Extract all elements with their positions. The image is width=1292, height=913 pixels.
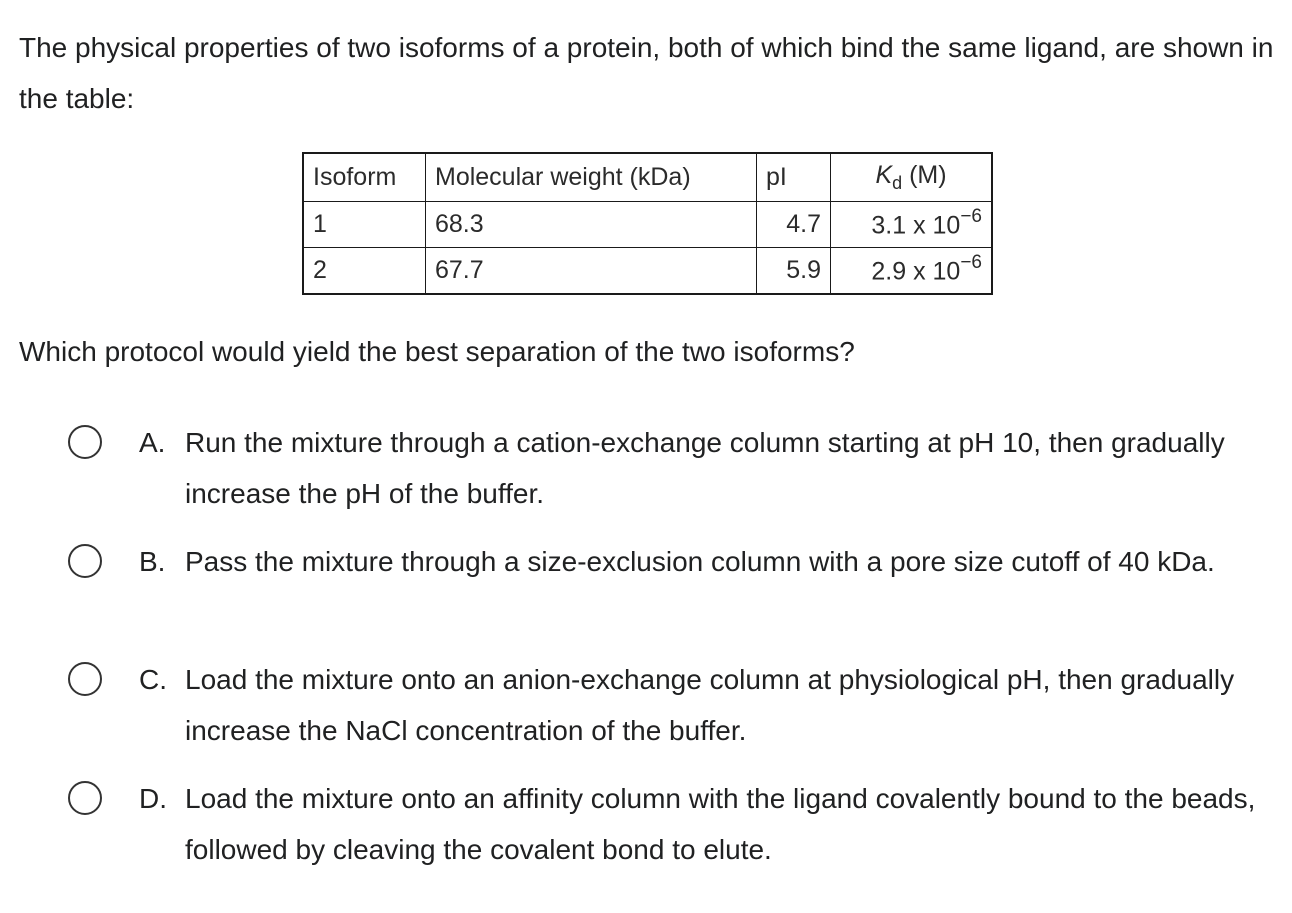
- option-a-letter: A.: [139, 427, 166, 458]
- radio-option-b[interactable]: [68, 544, 102, 578]
- kd-subscript: d: [892, 173, 903, 193]
- cell-pi: 5.9: [757, 248, 831, 295]
- option-b[interactable]: [68, 536, 1278, 655]
- cell-isoform: 1: [303, 202, 426, 248]
- kd-symbol: K: [875, 161, 893, 189]
- header-kd: [831, 153, 993, 202]
- question-intro: The physical properties of two isoforms of a protein, both of which bind the same ligand, are shown in the table:: [19, 32, 1274, 114]
- radio-option-a[interactable]: [68, 425, 102, 459]
- question-prompt: Which protocol would yield the best separation of the two isoforms?: [19, 336, 855, 367]
- kd-unit: (M): [902, 161, 947, 189]
- option-a-text[interactable]: Run the mixture through a cation-exchange column starting at pH 10, then gradually increase the pH of the buffer.: [185, 427, 1225, 509]
- option-a[interactable]: [68, 417, 1278, 536]
- header-pi: pI: [757, 153, 831, 202]
- header-molecular-weight: Molecular weight (kDa): [426, 153, 757, 202]
- radio-option-d[interactable]: [68, 781, 102, 815]
- table-row: [303, 248, 992, 295]
- cell-molecular-weight: 67.7: [426, 248, 757, 295]
- option-b-letter: B.: [139, 545, 166, 577]
- kd-base: 3.1 x 10: [871, 211, 961, 240]
- table-header-row: [303, 153, 992, 202]
- cell-kd: [831, 248, 993, 295]
- header-isoform: Isoform: [303, 153, 426, 202]
- cell-molecular-weight: 68.3: [426, 202, 757, 248]
- kd-exponent: −6: [960, 206, 982, 228]
- table-row: [303, 202, 992, 248]
- option-d[interactable]: [68, 773, 1278, 892]
- kd-exponent: −6: [960, 252, 982, 274]
- answer-options: [68, 417, 1278, 891]
- properties-table-container: [302, 152, 993, 295]
- radio-option-c[interactable]: [68, 662, 102, 696]
- cell-kd: [831, 202, 993, 248]
- option-b-text[interactable]: Pass the mixture through a size-exclusion column with a pore size cutoff of 40 kDa.: [185, 545, 1215, 577]
- cell-pi: 4.7: [757, 202, 831, 248]
- option-c[interactable]: [68, 654, 1278, 773]
- kd-base: 2.9 x 10: [871, 257, 961, 286]
- cell-isoform: 2: [303, 248, 426, 295]
- option-c-letter: C.: [139, 664, 167, 695]
- option-d-letter: D.: [139, 782, 167, 814]
- properties-table: [302, 152, 993, 295]
- option-d-text[interactable]: Load the mixture onto an affinity column with the ligand covalently bound to the beads, followed by cleaving the covalent bond to elute.: [185, 782, 1256, 865]
- option-c-text[interactable]: Load the mixture onto an anion-exchange column at physiological pH, then gradually increase the NaCl concentration of the buffer.: [185, 664, 1235, 746]
